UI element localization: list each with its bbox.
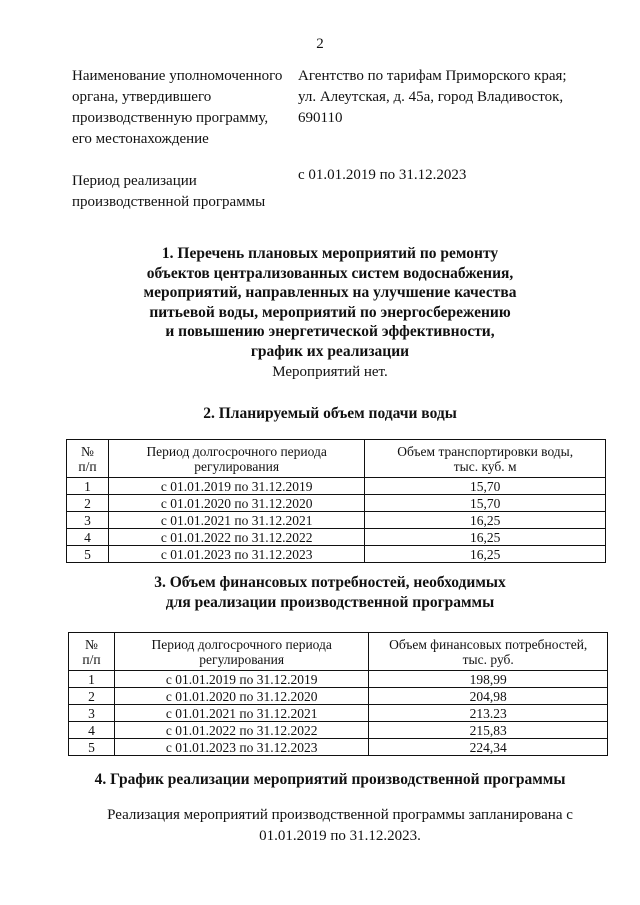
row-number: 5 [67,546,109,563]
row-period: с 01.01.2021 по 31.12.2021 [108,512,364,529]
section-1-heading: 1. Перечень плановых мероприятий по ремонту объектов централизованных систем водоснабжения, мероприятий, направленных на улучшение качества питьевой воды, мероприятий по энергосбережению и повышению энергетической эффективности, график их реализации [143,245,517,360]
col-period-header: Период долгосрочного периода регулирования [108,440,364,478]
table-row [69,705,608,722]
row-number: 3 [69,705,115,722]
table-row [69,671,608,688]
section-1-text: Мероприятий нет. [272,364,388,380]
row-number: 4 [69,722,115,739]
row-volume: 16,25 [365,512,606,529]
table-row [69,722,608,739]
period-label: Период реализации производственной программы [72,173,266,210]
row-number: 1 [67,478,109,495]
authority-label: Наименование уполномоченного органа, утвердившего производственную программу, его местонахождение [72,68,283,147]
row-volume: 16,25 [365,546,606,563]
section-4-text: Реализация мероприятий производственной программы запланирована с 01.01.2019 по 31.12.2023. [107,807,573,844]
row-period: с 01.01.2020 по 31.12.2020 [114,688,369,705]
table-row [69,739,608,756]
row-number: 2 [69,688,115,705]
row-amount: 198,99 [369,671,608,688]
row-amount: 215,83 [369,722,608,739]
table-row [69,688,608,705]
row-period: с 01.01.2021 по 31.12.2021 [114,705,369,722]
col-volume-header: Объем транспортировки воды, тыс. куб. м [365,440,606,478]
row-period: с 01.01.2022 по 31.12.2022 [114,722,369,739]
row-amount: 213.23 [369,705,608,722]
row-number: 5 [69,739,115,756]
row-volume: 15,70 [365,495,606,512]
water-supply-table [66,439,606,563]
section-2-heading: 2. Планируемый объем подачи воды [203,405,457,422]
row-number: 1 [69,671,115,688]
section-4-heading: 4. График реализации мероприятий производственной программы [94,771,566,788]
row-number: 2 [67,495,109,512]
table-row [67,495,606,512]
page-number: 2 [316,36,324,52]
table-row [67,546,606,563]
table-row [67,512,606,529]
row-volume: 15,70 [365,478,606,495]
row-period: с 01.01.2023 по 31.12.2023 [108,546,364,563]
table-row [67,529,606,546]
col-period-header: Период долгосрочного периода регулирования [114,633,369,671]
table-row [67,478,606,495]
row-number: 4 [67,529,109,546]
row-period: с 01.01.2023 по 31.12.2023 [114,739,369,756]
row-number: 3 [67,512,109,529]
col-amount-header: Объем финансовых потребностей, тыс. руб. [369,633,608,671]
col-number-header: № п/п [69,633,115,671]
row-amount: 224,34 [369,739,608,756]
row-volume: 16,25 [365,529,606,546]
section-3-heading: 3. Объем финансовых потребностей, необходимых для реализации производственной программы [154,574,506,611]
row-period: с 01.01.2019 по 31.12.2019 [108,478,364,495]
row-period: с 01.01.2020 по 31.12.2020 [108,495,364,512]
row-amount: 204,98 [369,688,608,705]
row-period: с 01.01.2022 по 31.12.2022 [108,529,364,546]
row-period: с 01.01.2019 по 31.12.2019 [114,671,369,688]
period-value: с 01.01.2019 по 31.12.2023 [298,167,467,183]
financial-needs-table [68,632,608,756]
col-number-header: № п/п [67,440,109,478]
authority-value: Агентство по тарифам Приморского края; ул. Алеутская, д. 45а, город Владивосток, 690110 [298,68,567,126]
